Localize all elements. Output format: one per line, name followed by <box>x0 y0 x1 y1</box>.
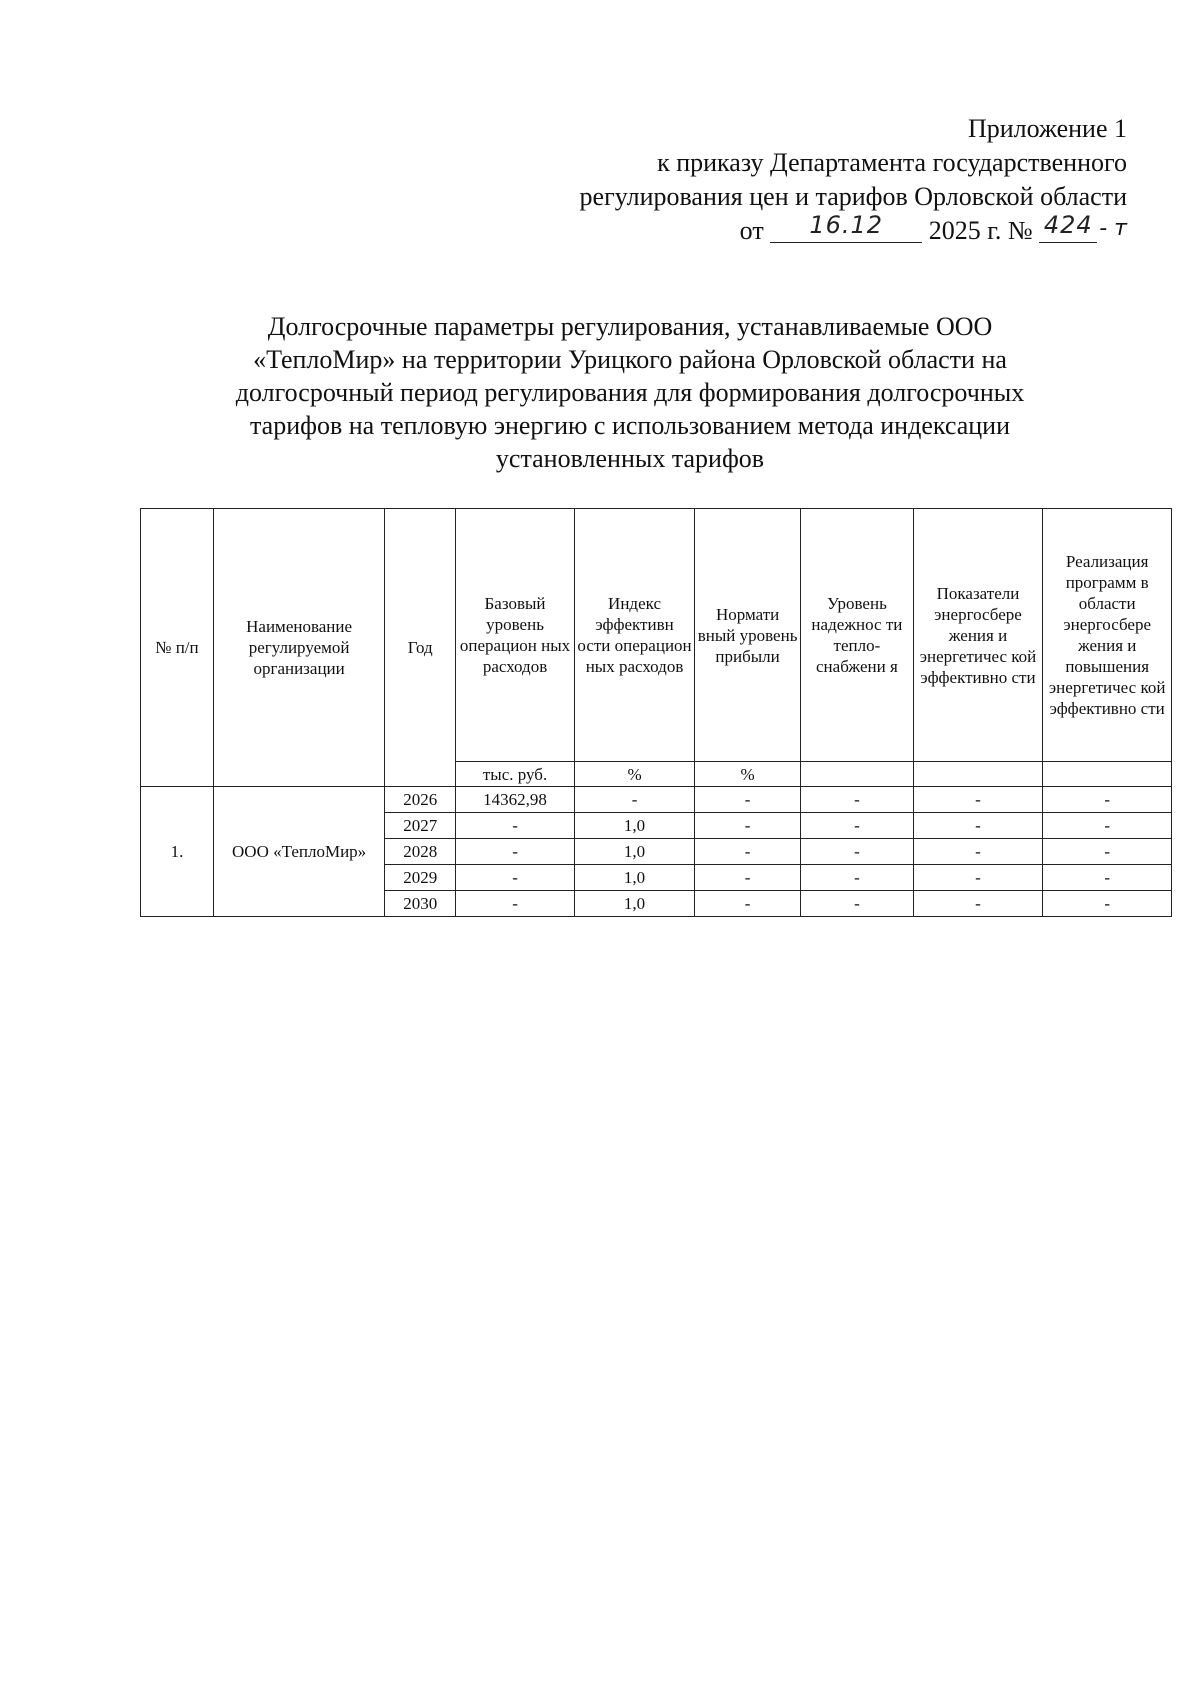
cell-year: 2026 <box>385 787 456 813</box>
cell-efficiency-index: 1,0 <box>575 839 695 865</box>
header-efficiency-index: Индекс эффективн ости операцион ных расходов <box>575 509 695 762</box>
handwritten-date: 16.12 <box>809 211 884 239</box>
cell-profit-level: - <box>695 813 801 839</box>
cell-reliability: - <box>801 787 914 813</box>
cell-base-opex: - <box>456 891 575 917</box>
cell-energy-programs: - <box>1043 891 1172 917</box>
table-header-row <box>141 509 1172 762</box>
cell-year: 2030 <box>385 891 456 917</box>
title-line: долгосрочный период регулирования для формирования долгосрочных <box>235 378 1025 407</box>
cell-profit-level: - <box>695 839 801 865</box>
cell-base-opex: - <box>456 839 575 865</box>
table-row <box>141 787 1172 813</box>
title-line: «ТеплоМир» на территории Урицкого района Орловской области на <box>253 345 1007 374</box>
cell-reliability: - <box>801 891 914 917</box>
title-line: тарифов на тепловую энергию с использованием метода индексации <box>250 411 1010 440</box>
cell-energy-programs: - <box>1043 813 1172 839</box>
cell-energy-programs: - <box>1043 787 1172 813</box>
cell-energy-indicators: - <box>913 787 1043 813</box>
year-number-label: 2025 г. № <box>928 216 1033 245</box>
cell-efficiency-index: 1,0 <box>575 813 695 839</box>
cell-energy-indicators: - <box>913 839 1043 865</box>
cell-efficiency-index: 1,0 <box>575 865 695 891</box>
cell-reliability: - <box>801 839 914 865</box>
cell-profit-level: - <box>695 787 801 813</box>
unit-energy-programs <box>1043 762 1172 787</box>
header-energy-indicators: Показатели энергосбере жения и энергетичес кой эффективно сти <box>913 509 1043 762</box>
appendix-department: регулирования цен и тарифов Орловской области <box>579 182 1127 211</box>
organization-name: ООО «ТеплоМир» <box>213 787 384 917</box>
appendix-order-ref: к приказу Департамента государственного <box>657 148 1127 177</box>
handwritten-date-field <box>770 211 922 243</box>
handwritten-number: 424 <box>1043 211 1093 239</box>
title-line: установленных тарифов <box>495 444 765 473</box>
unit-reliability <box>801 762 914 787</box>
appendix-title: Приложение 1 <box>967 114 1127 143</box>
header-number: № п/п <box>141 509 214 787</box>
cell-profit-level: - <box>695 865 801 891</box>
cell-base-opex: 14362,98 <box>456 787 575 813</box>
header-energy-programs: Реализация программ в области энергосбере жения и повышения энергетичес кой эффективно сти <box>1043 509 1172 762</box>
appendix-header <box>580 112 1127 250</box>
unit-efficiency-index: % <box>575 762 695 787</box>
parameters-table <box>140 508 1172 917</box>
row-number: 1. <box>141 787 214 917</box>
cell-energy-indicators: - <box>913 891 1043 917</box>
handwritten-number-suffix: - т <box>1099 216 1127 241</box>
cell-energy-indicators: - <box>913 813 1043 839</box>
document-title <box>190 310 1070 475</box>
cell-efficiency-index: 1,0 <box>575 891 695 917</box>
unit-base-opex: тыс. руб. <box>456 762 575 787</box>
cell-energy-programs: - <box>1043 865 1172 891</box>
cell-reliability: - <box>801 813 914 839</box>
cell-year: 2028 <box>385 839 456 865</box>
cell-reliability: - <box>801 865 914 891</box>
unit-profit-level: % <box>695 762 801 787</box>
cell-profit-level: - <box>695 891 801 917</box>
header-organization: Наименование регулируемой организации <box>213 509 384 787</box>
header-profit-level: Нормати вный уровень прибыли <box>695 509 801 762</box>
cell-energy-programs: - <box>1043 839 1172 865</box>
header-reliability: Уровень надежнос ти тепло-снабжени я <box>801 509 914 762</box>
cell-energy-indicators: - <box>913 865 1043 891</box>
header-base-opex: Базовый уровень операцион ных расходов <box>456 509 575 762</box>
title-line: Долгосрочные параметры регулирования, устанавливаемые ООО <box>267 312 993 341</box>
from-label: от <box>739 216 764 245</box>
header-year: Год <box>385 509 456 787</box>
cell-year: 2029 <box>385 865 456 891</box>
cell-base-opex: - <box>456 865 575 891</box>
handwritten-number-field <box>1039 211 1097 243</box>
cell-efficiency-index: - <box>575 787 695 813</box>
unit-energy-indicators <box>913 762 1043 787</box>
cell-base-opex: - <box>456 813 575 839</box>
cell-year: 2027 <box>385 813 456 839</box>
appendix-date-line <box>580 211 1127 250</box>
